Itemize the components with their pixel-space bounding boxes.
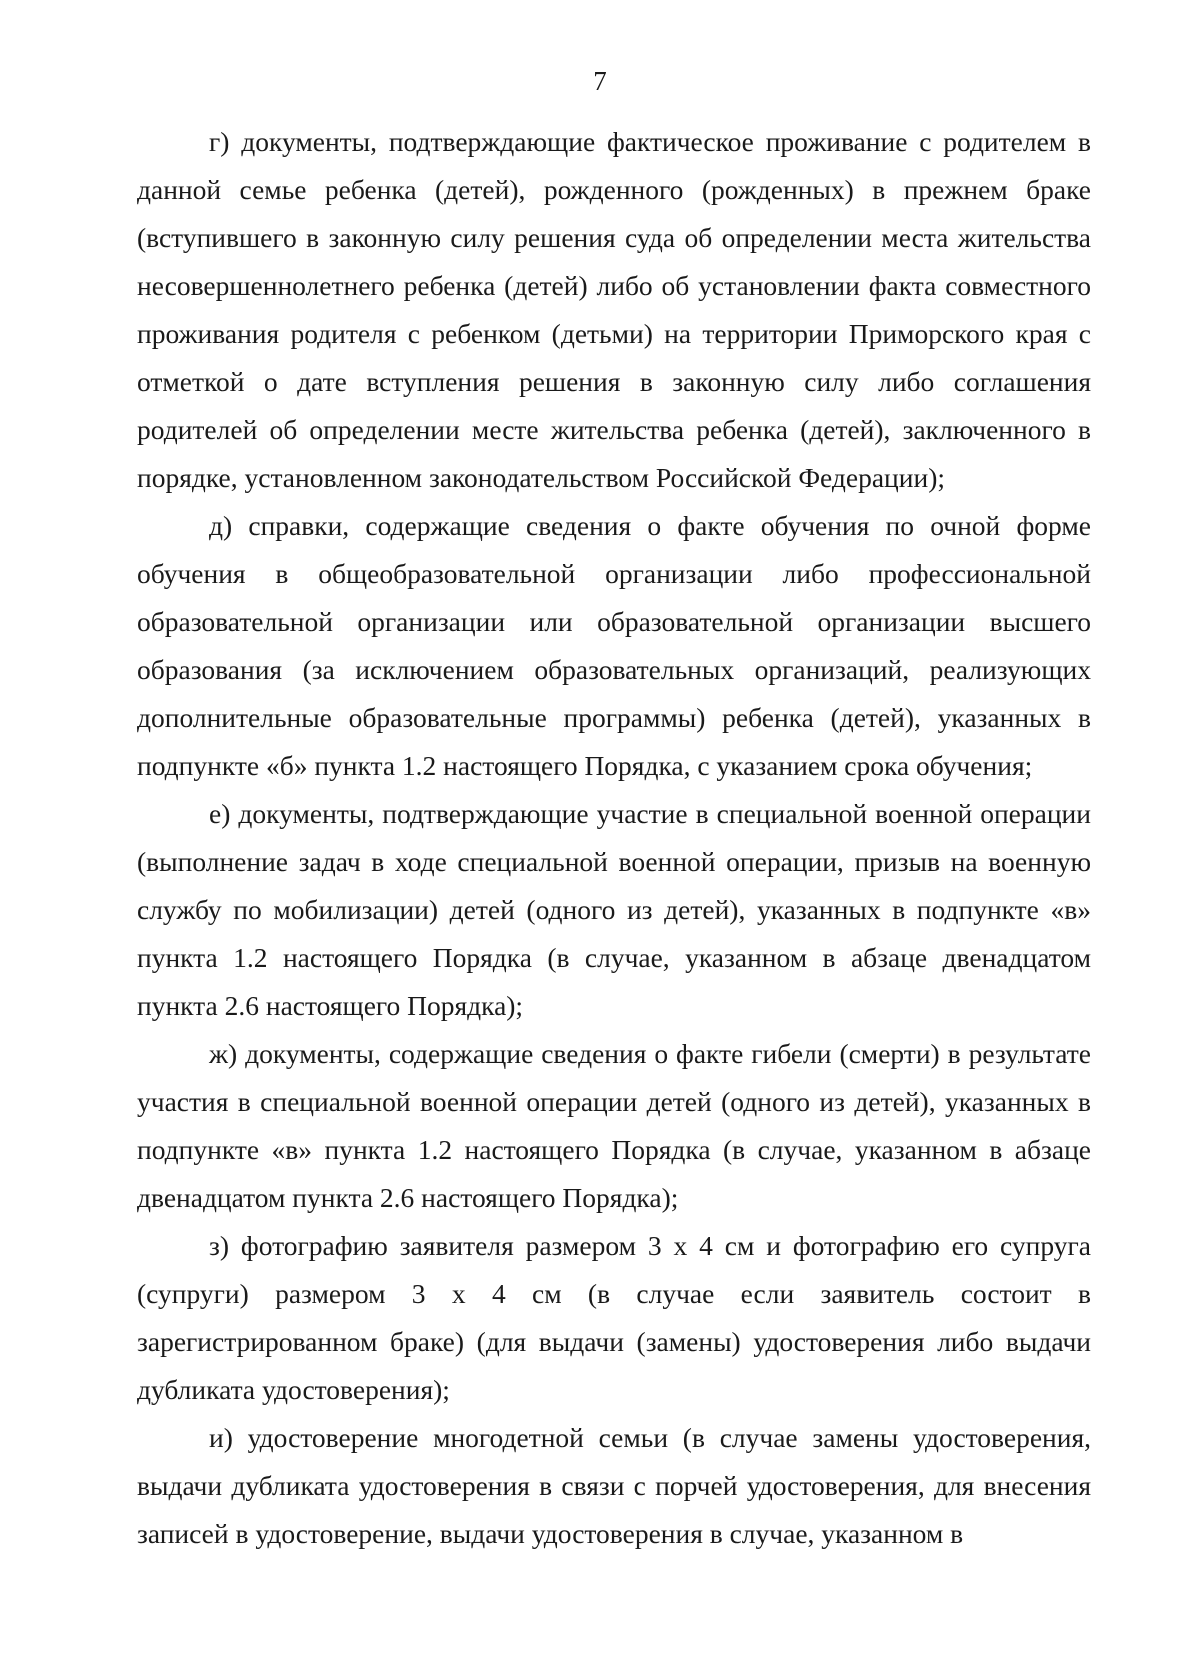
paragraph-z: з) фотографию заявителя размером 3 х 4 см и фотографию его супруга (супруги) размером 3 х 4 см (в случае если заявитель состоит в зарегистрированном браке) (для выдачи (замены) удостоверения либо выдачи дубликата удостоверения); — [137, 1230, 1091, 1405]
paragraph-e: е) документы, подтверждающие участие в специальной военной операции (выполнение задач в ходе специальной военной операции, призыв на военную службу по мобилизации) детей (одного из детей), указанных в подпункте «в» пункта 1.2 настоящего Порядка (в случае, указанном в абзаце двенадцатом пункта 2.6 настоящего Порядка); — [137, 798, 1091, 1021]
paragraph-i: и) удостоверение многодетной семьи (в случае замены удостоверения, выдачи дубликата удостоверения в связи с порчей удостоверения, для внесения записей в удостоверение, выдачи удостоверения в случае, указанном в — [137, 1422, 1091, 1549]
page-number: 7 — [593, 66, 607, 96]
paragraph-g: г) документы, подтверждающие фактическое проживание с родителем в данной семье ребенка (детей), рожденного (рожденных) в прежнем браке (вступившего в законную силу решения суда об определении места жительства несовершеннолетнего ребенка (детей) либо об установлении факта совместного проживания родителя с ребенком (детьми) на территории Приморского края с отметкой о дате вступления решения в законную силу либо соглашения родителей об определении месте жительства ребенка (детей), заключенного в порядке, установленном законодательством Российской Федерации); — [137, 126, 1091, 493]
paragraph-zh: ж) документы, содержащие сведения о факте гибели (смерти) в результате участия в специальной военной операции детей (одного из детей), указанных в подпункте «в» пункта 1.2 настоящего Порядка (в случае, указанном в абзаце двенадцатом пункта 2.6 настоящего Порядка); — [137, 1038, 1091, 1213]
paragraph-d: д) справки, содержащие сведения о факте обучения по очной форме обучения в общеобразовательной организации либо профессиональной образовательной организации или образовательной организации высшего образования (за исключением образовательных организаций, реализующих дополнительные образовательные программы) ребенка (детей), указанных в подпункте «б» пункта 1.2 настоящего Порядка, с указанием срока обучения; — [137, 510, 1091, 781]
document-body — [137, 118, 1091, 1558]
